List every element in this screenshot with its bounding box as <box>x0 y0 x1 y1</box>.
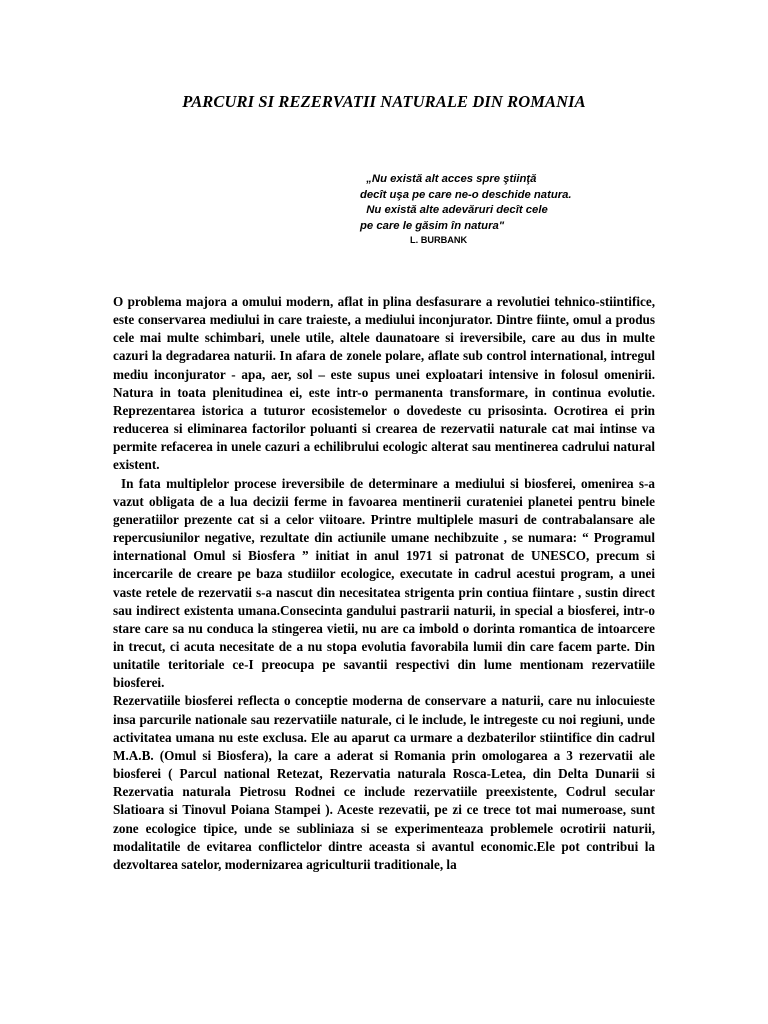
epigraph-author: L. BURBANK <box>410 235 468 245</box>
epigraph-line: pe care le găsim în natura" <box>360 219 505 232</box>
epigraph-line: Nu există alte adevăruri decît cele <box>360 204 548 216</box>
body-paragraph: Rezervatiile biosferei reflecta o conceptie moderna de conservare a naturii, care nu inlocuieste insa parcurile nationale sau rezervatiile naturale, ci le include, le intregeste cu noi regiuni, unde activitatea umana nu este exclusa. Ele au aparut ca urmare a dezbaterilor stiintifice din cadrul M.A.B. (Omul si Biosfera), la care a aderat si Romania prin omologarea a 3 rezervatii ale biosferei ( Parcul national Retezat, Rezervatia naturala Rosca-Letea, din Delta Dunarii si Rezervatia naturala Pietrosu Rodnei ce include rezervatiile preexistente, Codrul secular Slatioara si Tinovul Poiana Stampei ). Aceste rezevatii, pe zi ce trece tot mai numeroase, sunt zone ecologice tipice, unde se subliniaza si se experimenteaza problemele ocrotirii naturii, modalitatile de evitarea conflictelor dintre aceasta si avantul economic.Ele pot contribui la dezvoltarea satelor, modernizarea agriculturii traditionale, la <box>113 693 655 872</box>
epigraph-line: decît uşa pe care ne-o deschide natura. <box>360 188 572 201</box>
document-body <box>113 293 655 874</box>
epigraph-line: „Nu există alt acces spre ştiinţă <box>360 173 537 185</box>
body-paragraph: O problema majora a omului modern, aflat in plina desfasurare a revolutiei tehnico-stiintifice, este conservarea mediului in care traieste, a mediului inconjurator. Dintre fiinte, omul a produs cele mai multe schimbari, unele utile, altele daunatoare si ireversibile, care au dus in multe cazuri la degradarea naturii. In afara de zonele polare, aflate sub control international, intregul mediu inconjurator - apa, aer, sol – este supus unei exploatari intensive in folosul omenirii. Natura in toata plenitudinea ei, este intr-o permanenta transformare, in continua evolutie. Reprezentarea istorica a tuturor ecosistemelor o dovedeste cu prisosinta. Ocrotirea ei prin reducerea si eliminarea factorilor poluanti si crearea de rezervatii naturale cat mai intinse va permite refacerea in unele cazuri a echilibrului ecologic alterat sau mentinerea cadrului natural existent. <box>113 294 655 473</box>
document-title: PARCURI SI REZERVATII NATURALE DIN ROMANIA <box>182 92 586 111</box>
body-paragraph: In fata multiplelor procese ireversibile de determinare a mediului si biosferei, omenirea s-a vazut obligata de a lua decizii ferme in favoarea mentinerii curateniei planetei pentru binele generatiilor prezente cat si a celor viitoare. Printre multiplele masuri de contrabalansare ale repercusiunilor negative, rezultate din actiunile umane nechibzuite , se numara: “ Programul international Omul si Biosfera ” initiat in anul 1971 si patronat de UNESCO, precum si incercarile de creare pe baza studiilor ecologice, executate in cadrul acestui program, a unei vaste retele de rezervatii s-a nascut din necesitatea strigenta prin contiua fiintare , sustin direct sau indirect existenta umana.Consecinta gandului pastrarii naturii, in special a biosferei, intr-o stare care sa nu conduca la stingerea vietii, nu are ca imbold o dorinta romantica de intoarcere in trecut, ci acuta necesitate de a nu stopa evolutia favorabila lumii din care facem parte. Din unitatile teritoriale ce-I preocupa pe savantii respectivi din lume mentionam rezervatiile biosferei. <box>113 475 655 691</box>
epigraph <box>360 172 660 246</box>
